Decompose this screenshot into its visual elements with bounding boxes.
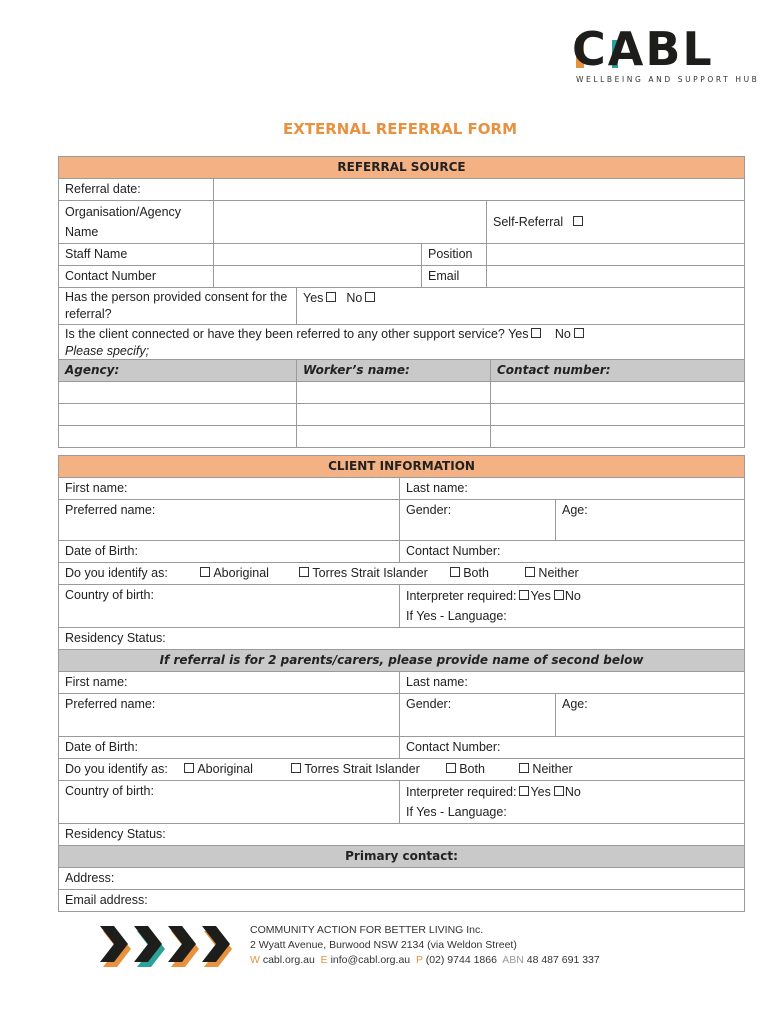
referral-date-field[interactable]	[214, 179, 745, 201]
country-1[interactable]: Country of birth:	[59, 585, 400, 628]
footer-p-label: P	[415, 954, 423, 966]
service-agency-2[interactable]	[59, 404, 297, 426]
both-checkbox-2[interactable]	[446, 763, 456, 773]
self-referral-label: Self-Referral	[493, 214, 564, 229]
service-agency-3[interactable]	[59, 426, 297, 448]
footer-text	[250, 923, 600, 968]
service-worker-2[interactable]	[297, 404, 491, 426]
language-label-2[interactable]: If Yes - Language:	[406, 805, 507, 819]
both-checkbox-1[interactable]	[450, 567, 460, 577]
torres-label-1: Torres Strait Islander	[312, 566, 428, 580]
connected-yes-checkbox[interactable]	[531, 328, 541, 338]
connected-no-label: No	[554, 327, 571, 341]
int-yes-checkbox-1[interactable]	[519, 590, 529, 600]
logo-tagline: WELLBEING AND SUPPORT HUB	[576, 75, 760, 84]
col-contact: Contact number:	[491, 360, 745, 382]
self-referral-checkbox[interactable]	[573, 216, 583, 226]
both-label-1: Both	[463, 566, 489, 580]
self-referral-cell	[487, 201, 745, 244]
footer-email[interactable]: info@cabl.org.au	[330, 954, 411, 966]
neither-checkbox-1[interactable]	[525, 567, 535, 577]
int-yes-label-2: Yes	[530, 785, 551, 799]
interpreter-cell-2	[400, 781, 745, 824]
consent-yes-label: Yes	[303, 291, 324, 305]
neither-checkbox-2[interactable]	[519, 763, 529, 773]
contact-number-label: Contact Number	[59, 266, 214, 288]
service-agency-1[interactable]	[59, 382, 297, 404]
both-label-2: Both	[459, 762, 485, 776]
aboriginal-checkbox-1[interactable]	[200, 567, 210, 577]
gender-1[interactable]: Gender:	[400, 500, 556, 541]
first-name-1[interactable]: First name:	[59, 478, 400, 500]
org-agency-label: Organisation/Agency Name	[59, 201, 214, 244]
client-info-table	[58, 455, 745, 912]
col-worker: Worker’s name:	[297, 360, 491, 382]
identify-row-2	[59, 759, 745, 781]
referral-source-header: REFERRAL SOURCE	[59, 157, 745, 179]
footer-chevrons-icon	[96, 918, 236, 976]
email-field[interactable]	[487, 266, 745, 288]
cabl-logo	[572, 22, 760, 88]
gender-2[interactable]: Gender:	[400, 694, 556, 737]
language-label-1[interactable]: If Yes - Language:	[406, 609, 507, 623]
aboriginal-label-2: Aboriginal	[197, 762, 253, 776]
contact-number-field[interactable]	[214, 266, 422, 288]
last-name-1[interactable]: Last name:	[400, 478, 745, 500]
interpreter-label-1: Interpreter required:	[406, 589, 517, 603]
footer-e-label: E	[320, 954, 328, 966]
col-agency: Agency:	[59, 360, 297, 382]
dob-1[interactable]: Date of Birth:	[59, 541, 400, 563]
service-contact-3[interactable]	[491, 426, 745, 448]
torres-label-2: Torres Strait Islander	[304, 762, 420, 776]
torres-checkbox-1[interactable]	[299, 567, 309, 577]
staff-name-label: Staff Name	[59, 244, 214, 266]
service-contact-2[interactable]	[491, 404, 745, 426]
interpreter-cell-1	[400, 585, 745, 628]
contact-number-1[interactable]: Contact Number:	[400, 541, 745, 563]
service-worker-3[interactable]	[297, 426, 491, 448]
int-no-checkbox-1[interactable]	[554, 590, 564, 600]
staff-name-field[interactable]	[214, 244, 422, 266]
identify-row-1	[59, 563, 745, 585]
address-field[interactable]: Address:	[59, 868, 745, 890]
referral-date-label: Referral date:	[59, 179, 214, 201]
preferred-name-2[interactable]: Preferred name:	[59, 694, 400, 737]
neither-label-1: Neither	[538, 566, 579, 580]
connected-cell	[59, 325, 745, 362]
email-address-field[interactable]: Email address:	[59, 890, 745, 912]
consent-no-checkbox[interactable]	[365, 292, 375, 302]
client-info-header: CLIENT INFORMATION	[59, 456, 745, 478]
aboriginal-checkbox-2[interactable]	[184, 763, 194, 773]
footer-w-label: W	[250, 954, 260, 966]
referral-source-table	[58, 156, 745, 362]
identify-label-1: Do you identify as:	[65, 566, 168, 580]
service-worker-1[interactable]	[297, 382, 491, 404]
footer-abn-label: ABN	[502, 954, 524, 966]
position-label: Position	[422, 244, 487, 266]
consent-yes-checkbox[interactable]	[326, 292, 336, 302]
please-specify: Please specify;	[65, 344, 150, 358]
torres-checkbox-2[interactable]	[291, 763, 301, 773]
int-yes-label-1: Yes	[530, 589, 551, 603]
aboriginal-label-1: Aboriginal	[213, 566, 269, 580]
footer-address: 2 Wyatt Avenue, Burwood NSW 2134 (via Weldon Street)	[250, 939, 517, 951]
first-name-2[interactable]: First name:	[59, 672, 400, 694]
identify-label-2: Do you identify as:	[65, 762, 168, 776]
email-label: Email	[422, 266, 487, 288]
int-no-label-2: No	[564, 785, 581, 799]
age-1[interactable]: Age:	[556, 500, 745, 541]
service-contact-1[interactable]	[491, 382, 745, 404]
age-2[interactable]: Age:	[556, 694, 745, 737]
int-no-label-1: No	[564, 589, 581, 603]
primary-contact-banner: Primary contact:	[59, 846, 745, 868]
footer-org: COMMUNITY ACTION FOR BETTER LIVING Inc.	[250, 924, 484, 936]
neither-label-2: Neither	[532, 762, 573, 776]
preferred-name-1[interactable]: Preferred name:	[59, 500, 400, 541]
interpreter-label-2: Interpreter required:	[406, 785, 517, 799]
footer-contacts	[250, 953, 600, 968]
country-2[interactable]: Country of birth:	[59, 781, 400, 824]
consent-options	[297, 288, 745, 325]
footer-abn: 48 487 691 337	[526, 954, 600, 966]
connected-question: Is the client connected or have they been referred to any other support service? Yes	[65, 327, 529, 341]
logo-word: CABL	[572, 22, 714, 76]
int-yes-checkbox-2[interactable]	[519, 786, 529, 796]
org-agency-field[interactable]	[214, 201, 487, 244]
position-field[interactable]	[487, 244, 745, 266]
connected-no-checkbox[interactable]	[574, 328, 584, 338]
consent-no-label: No	[346, 291, 363, 305]
footer-phone: (02) 9744 1866	[425, 954, 497, 966]
footer-website[interactable]: cabl.org.au	[262, 954, 315, 966]
dob-2[interactable]: Date of Birth:	[59, 737, 400, 759]
contact-number-2[interactable]: Contact Number:	[400, 737, 745, 759]
second-carer-banner: If referral is for 2 parents/carers, please provide name of second below	[59, 650, 745, 672]
form-title: EXTERNAL REFERRAL FORM	[282, 120, 518, 138]
residency-1[interactable]: Residency Status:	[59, 628, 745, 650]
last-name-2[interactable]: Last name:	[400, 672, 745, 694]
int-no-checkbox-2[interactable]	[554, 786, 564, 796]
services-table	[58, 359, 745, 448]
consent-question: Has the person provided consent for the referral?	[59, 288, 297, 325]
residency-2[interactable]: Residency Status:	[59, 824, 745, 846]
